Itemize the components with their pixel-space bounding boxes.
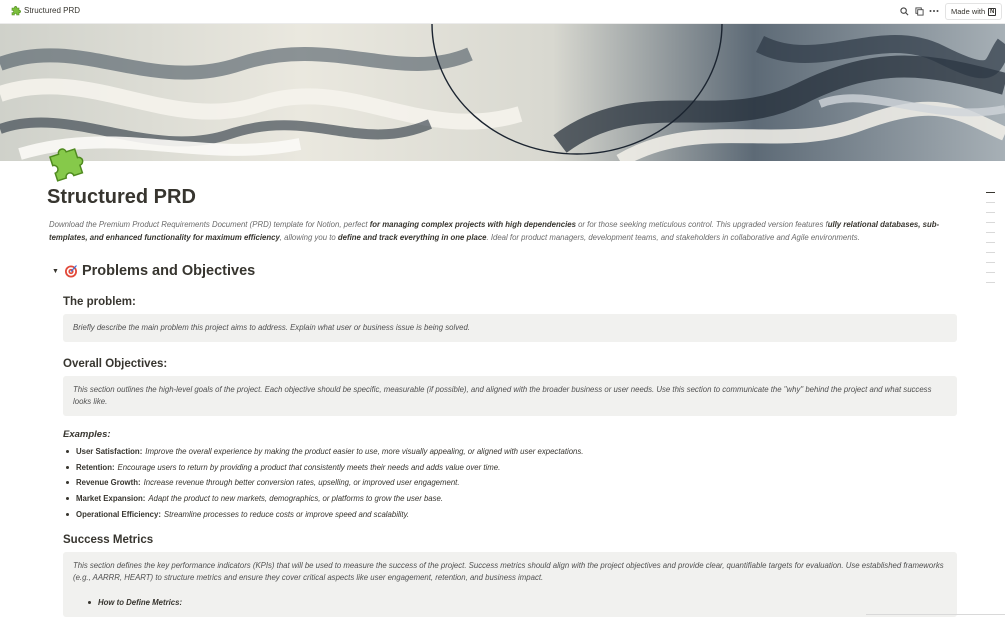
made-with-notion-button[interactable] [945, 3, 1002, 20]
page-title: Structured PRD [47, 186, 196, 208]
made-with-label: Made with [951, 7, 986, 16]
list-item [66, 491, 583, 507]
objectives-text: This section outlines the high-level goals of the project. Each objective should be specific, measurable (if possible), and aligned with the broader business or user needs. Use this section to communicate the "why" behind the project and what success looks like. [73, 385, 932, 406]
intro-text-3: , allowing you to [279, 232, 338, 242]
item-desc: Encourage users to return by providing a product that consistently meets their needs and adds value over time. [117, 462, 501, 472]
intro-bold-2: ully relational databases, sub-templates, and enhanced functionality for maximum efficiency [49, 220, 940, 242]
search-icon [900, 7, 909, 16]
bullet [66, 481, 69, 484]
intro-bold-1: for managing complex projects with high dependencies [369, 220, 576, 229]
more-icon [929, 9, 939, 13]
intro-text-2: or for those seeking meticulous control. This upgraded version features f [575, 220, 828, 229]
puzzle-piece-page-icon[interactable] [46, 140, 88, 182]
more-button[interactable] [927, 4, 941, 18]
divider [866, 614, 1005, 615]
item-label: Market Expansion: [76, 494, 146, 504]
problem-callout [63, 314, 957, 342]
item-label: User Satisfaction: [76, 447, 143, 457]
item-desc: Streamline processes to reduce costs or improve speed and scalability. [163, 509, 410, 519]
table-of-contents-indicator[interactable] [986, 192, 995, 292]
list-item [66, 444, 583, 460]
duplicate-icon [915, 7, 924, 16]
top-bar [0, 0, 1005, 24]
breadcrumb-page-title[interactable]: Structured PRD [24, 6, 81, 15]
problems-objectives-toggle[interactable] [52, 263, 255, 279]
duplicate-button[interactable] [912, 4, 926, 18]
success-metrics-heading: Success Metrics [63, 534, 154, 546]
target-icon [64, 264, 78, 278]
examples-label: Examples: [63, 429, 111, 440]
item-label: Retention: [76, 462, 115, 472]
problem-text: Briefly describe the main problem this project aims to address. Explain what user or business issue is being solved. [73, 323, 470, 332]
intro-text-1: Download the Premium Product Requirements Document (PRD) template for Notion, perfect [49, 220, 370, 229]
bullet [66, 466, 69, 469]
bullet [66, 513, 69, 516]
bullet [66, 450, 69, 453]
item-label: Revenue Growth: [76, 478, 141, 488]
objectives-callout [63, 376, 957, 416]
item-label: Operational Efficiency: [76, 509, 161, 519]
examples-list [66, 444, 583, 522]
item-desc: Increase revenue through better conversion rates, upselling, or improved user engagement. [143, 478, 460, 488]
bullet [66, 497, 69, 500]
success-metrics-callout [63, 552, 957, 617]
item-desc: Adapt the product to new markets, demographics, or platforms to grow the user base. [148, 494, 444, 504]
how-to-label: How to Define Metrics: [98, 598, 183, 607]
objectives-heading: Overall Objectives: [63, 358, 168, 370]
list-item [66, 475, 583, 491]
bullet [88, 601, 91, 604]
success-metrics-text: This section defines the key performance indicators (KPIs) that will be used to measure the success of the project. Success metrics should align with the project objectives and provide clear, quantifiable targets for evaluation. Use established frameworks (e.g., AARRR, HEART) to structure metrics and ensure they cover critical aspects like user engagement, retention, and business impact. [73, 561, 944, 582]
toggle-caret-icon[interactable]: ▼ [52, 267, 59, 275]
page-description [49, 219, 959, 244]
list-item [66, 460, 583, 476]
cover-artwork [0, 24, 1005, 161]
list-item [66, 506, 583, 522]
problem-heading: The problem: [63, 296, 136, 308]
item-desc: Improve the overall experience by making the product easier to use, more visually appealing, or aligned with user expectations. [145, 447, 584, 457]
section-heading: Problems and Objectives [81, 263, 256, 279]
intro-text-4: . Ideal for product managers, development teams, and stakeholders in collaborative and Agile environments. [486, 232, 860, 242]
intro-bold-3: define and track everything in one place [337, 232, 487, 242]
notion-logo-icon: N [990, 8, 995, 15]
puzzle-piece-icon [10, 5, 22, 17]
search-button[interactable] [897, 4, 911, 18]
how-to-define-metrics-item [88, 598, 182, 607]
cover-image [0, 24, 1005, 161]
